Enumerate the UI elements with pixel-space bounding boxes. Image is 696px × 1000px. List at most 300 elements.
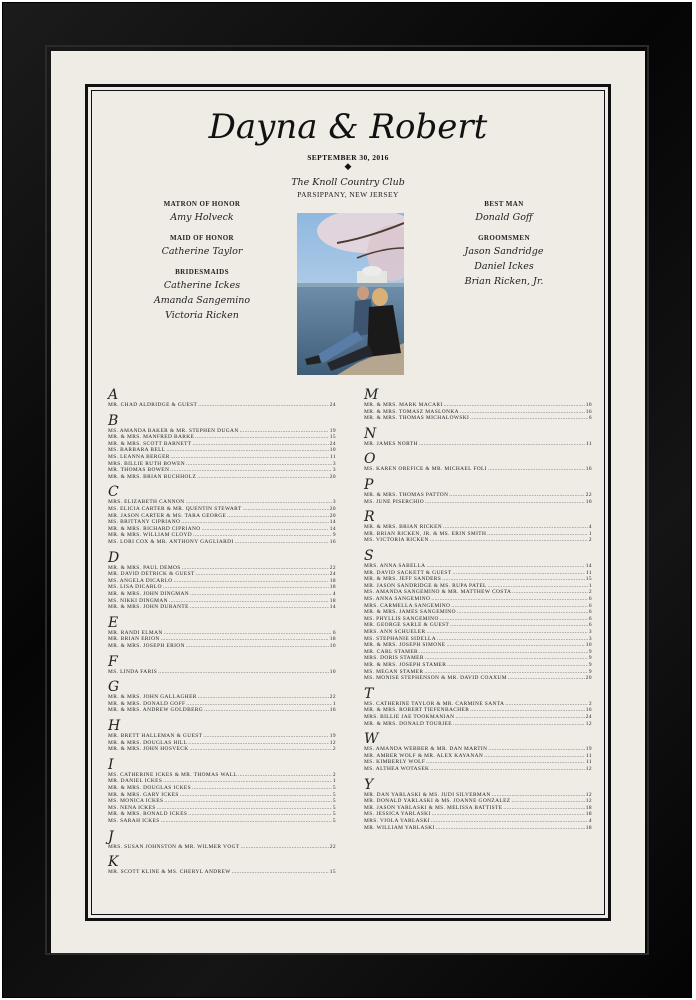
dot-leader (432, 811, 585, 818)
seating-section (364, 388, 592, 422)
guest-name: MR. & MRS. DONALD GOFF (108, 700, 186, 707)
table-number: 2 (332, 771, 336, 778)
table-number: 11 (586, 569, 592, 576)
dot-leader (198, 694, 329, 701)
guest-name: MRS. CARMELLA SANGEMINO (364, 602, 451, 609)
table-number: 3 (332, 460, 336, 467)
dot-leader (505, 701, 588, 708)
section-letter: N (364, 425, 377, 442)
guest-row (108, 539, 336, 546)
guest-row (108, 792, 336, 799)
guest-row (364, 805, 592, 812)
guest-name: MR. & MRS. JEFF SANDERS (364, 576, 442, 583)
table-number: 16 (585, 466, 592, 473)
party-member-name: Brian Ricken, Jr. (464, 276, 544, 287)
guest-name: MR. DAN YARLASKI & MS. JUDI SILVERMAN (364, 791, 491, 798)
seating-section (108, 414, 336, 481)
guest-row (364, 669, 592, 676)
guest-row (108, 565, 336, 572)
table-number: 15 (329, 434, 336, 441)
guest-row (108, 467, 336, 474)
seating-section (364, 427, 592, 448)
dot-leader (443, 524, 588, 531)
table-number: 18 (585, 824, 592, 831)
table-number: 6 (588, 615, 592, 622)
guest-row (364, 675, 592, 682)
seating-section (364, 732, 592, 772)
table-number: 24 (329, 571, 336, 578)
guest-name: MS. KAREN OREFICE & MR. MICHAEL FOLI (364, 466, 487, 473)
guest-name: MS. AMANDA WEBBER & MR. DAN MARTIN (364, 746, 488, 753)
guest-row (108, 428, 336, 435)
guest-row (364, 721, 592, 728)
guest-name: MS. NIKKI DINGMAN (108, 597, 168, 604)
guest-row (364, 603, 592, 610)
table-number: 18 (329, 577, 336, 584)
party-member-name: Donald Goff (475, 212, 533, 223)
guest-name: MS. ANNA SANGEMINO (364, 595, 431, 602)
guest-row (364, 537, 592, 544)
dot-leader (440, 616, 588, 623)
table-number: 1 (588, 582, 592, 589)
dot-leader (430, 537, 588, 544)
guest-row (364, 492, 592, 499)
guest-name: MR. BRIAN ERION (108, 636, 160, 643)
groom-party (419, 191, 589, 289)
party-names (419, 210, 589, 225)
guest-row (364, 636, 592, 643)
guest-row (108, 571, 336, 578)
guest-name: MR. & MRS. ROBERT TIEFENBACHER (364, 707, 470, 714)
table-number: 16 (585, 408, 592, 415)
dot-leader (453, 570, 585, 577)
dot-leader (235, 539, 329, 546)
dot-leader (202, 526, 329, 533)
dot-leader (447, 662, 588, 669)
dot-leader (180, 792, 332, 799)
table-number: 9 (588, 648, 592, 655)
guest-row (364, 563, 592, 570)
guest-row (108, 785, 336, 792)
table-number: 19 (585, 746, 592, 753)
dot-leader (190, 604, 329, 611)
guest-row (108, 740, 336, 747)
guest-name: MS. CATHERINE TAYLOR & MR. CARMINE SANTA (364, 700, 505, 707)
table-number: 9 (588, 661, 592, 668)
guest-row (108, 643, 336, 650)
table-number: 3 (588, 628, 592, 635)
dot-leader (460, 409, 585, 416)
table-number: 4 (332, 590, 336, 597)
section-letter: P (364, 477, 374, 493)
dot-leader (232, 869, 329, 876)
dot-leader (424, 669, 587, 676)
guest-row (108, 772, 336, 779)
dot-leader (197, 474, 329, 481)
party-member-name: Amy Holveck (170, 212, 234, 223)
guest-row (364, 616, 592, 623)
table-number: 10 (585, 498, 592, 505)
dot-leader (511, 798, 584, 805)
dot-leader (190, 746, 332, 753)
dot-leader (241, 844, 329, 851)
guest-name: MR. DAVID DETRICK & GUEST (108, 571, 195, 578)
table-number: 5 (332, 804, 336, 811)
table-number: 9 (588, 655, 592, 662)
table-number: 2 (588, 589, 592, 596)
guest-name: MS. AMANDA BAKER & MR. STEPHEN DUGAN (108, 427, 239, 434)
guest-name: MS. BRITTANY CIPRIANO (108, 519, 181, 526)
table-number: 4 (588, 524, 592, 531)
guest-name: MS. LINDA FARIS (108, 668, 158, 675)
table-number: 2 (588, 700, 592, 707)
guest-row (108, 578, 336, 585)
guest-name: MR. DONALD YARLASKI & MS. JOANNE GONZALEZ (364, 798, 511, 805)
table-number: 11 (586, 440, 592, 447)
dot-leader (470, 707, 585, 714)
table-number: 16 (585, 707, 592, 714)
table-number: 22 (585, 492, 592, 498)
seating-section (108, 719, 336, 753)
guest-name: MRS. VIOLA YARLASKI (364, 817, 430, 824)
section-letter: A (108, 387, 119, 403)
dot-leader (186, 643, 329, 650)
dot-leader (455, 714, 584, 721)
table-number: 18 (329, 584, 336, 591)
dot-leader (181, 519, 328, 526)
table-number: 19 (329, 427, 336, 434)
guest-row (108, 434, 336, 441)
guest-row (364, 629, 592, 636)
dot-leader (426, 629, 587, 636)
dot-leader (425, 655, 588, 662)
table-number: 15 (329, 869, 336, 876)
guest-name: MR. JASON YARLASKI & MS. MELISSA BATTISTE (364, 804, 503, 811)
section-letter: G (108, 679, 120, 696)
dot-leader (426, 563, 584, 570)
dot-leader (470, 415, 588, 422)
seating-section (108, 551, 336, 611)
guest-row (108, 402, 336, 409)
guest-name: MRS. ELIZABETH CANNON (108, 499, 185, 506)
guest-name: MR. & MRS. JOHN DURANTE (108, 604, 189, 611)
table-number: 20 (329, 473, 336, 480)
table-number: 2 (588, 537, 592, 544)
guest-row (108, 461, 336, 468)
table-number: 9 (332, 532, 336, 539)
guest-row (364, 649, 592, 656)
guest-row (364, 662, 592, 669)
table-number: 5 (332, 817, 336, 824)
guest-name: MR. WILLIAM YARLASKI (364, 824, 435, 831)
table-number: 5 (332, 798, 336, 805)
guest-name: MR. & MRS. SCOTT BARNETT (108, 440, 192, 447)
dot-leader (437, 636, 588, 643)
table-number: 9 (588, 668, 592, 675)
guest-row (108, 805, 336, 812)
party-member-name: Catherine Taylor (161, 246, 243, 257)
section-letter: M (364, 387, 379, 403)
dot-leader (164, 630, 332, 637)
table-number: 2 (332, 746, 336, 753)
guest-name: MR. & MRS. RICHARD CIPRIANO (108, 525, 201, 532)
guest-name: MS. JUNE PISERCHIO (364, 498, 425, 505)
guest-name: MS. ANGELA DICARLO (108, 577, 173, 584)
guest-row (108, 499, 336, 506)
guest-name: MR. & MRS. RONALD ICKES (108, 811, 188, 818)
guest-name: MS. PHYLLIS SANGEMINO (364, 615, 439, 622)
guest-row (108, 584, 336, 591)
guest-name: MS. MEGAN STAMER (364, 668, 424, 675)
dot-leader (488, 583, 588, 590)
seating-section (108, 758, 336, 825)
dot-leader (238, 772, 332, 779)
bride-party (117, 191, 287, 323)
party-role: MAID OF HONOR (169, 234, 235, 242)
dot-leader (447, 642, 585, 649)
table-number: 10 (329, 447, 336, 454)
dot-leader (163, 778, 332, 785)
guest-row (364, 746, 592, 753)
table-number: 14 (585, 563, 592, 569)
guest-name: MRS. ANNA SABELLA (364, 563, 426, 569)
dot-leader (508, 675, 585, 682)
guest-name: MR. DANIEL ICKES (108, 778, 163, 785)
seating-section (364, 549, 592, 682)
table-number: 11 (586, 752, 592, 759)
table-number: 5 (332, 811, 336, 818)
table-number: 24 (329, 440, 336, 447)
wedding-date: SEPTEMBER 30, 2016 (307, 153, 389, 162)
guest-name: MRS. DORIS STAMER (364, 655, 424, 662)
table-number: 24 (329, 402, 336, 408)
table-number: 19 (329, 733, 336, 739)
table-number: 10 (329, 668, 336, 675)
guest-name: MR. & MRS. THOMAS PATTON (364, 492, 449, 498)
dot-leader (169, 598, 329, 605)
seating-section (364, 478, 592, 505)
guest-row (364, 792, 592, 799)
section-letter: D (108, 549, 120, 566)
table-number: 20 (329, 505, 336, 512)
section-letter: W (364, 731, 379, 748)
guest-name: MS. NENA ICKES (108, 804, 156, 811)
guest-row (108, 811, 336, 818)
table-number: 20 (585, 675, 592, 682)
dot-leader (243, 506, 329, 513)
party-member-name: Amanda Sangemino (153, 295, 251, 306)
table-number: 4 (588, 817, 592, 824)
guest-row (108, 532, 336, 539)
venue-name: The Knoll Country Club (291, 177, 405, 188)
table-number: 18 (329, 636, 336, 643)
guest-row (108, 591, 336, 598)
guest-name: MRS. SUSAN JOHNSTON & MR. WILMER VOGT (108, 843, 240, 850)
guest-name: MR. & MRS. DONALD TOURJEE (364, 720, 452, 727)
guest-row (364, 798, 592, 805)
section-letter: H (108, 718, 121, 734)
dot-leader (425, 499, 585, 506)
guest-name: MR. JAMES NORTH (364, 440, 418, 447)
guest-name: MR. BRIAN RICKEN, JR. & MS. ERIN SMITH (364, 530, 487, 537)
seating-section (364, 778, 592, 832)
guest-name: MS. KIMBERLY WOLF (364, 759, 426, 766)
table-number: 15 (585, 576, 592, 583)
guest-row (364, 441, 592, 448)
guest-row (364, 655, 592, 662)
couple-photo (297, 213, 404, 375)
guest-row (108, 598, 336, 605)
dot-leader (164, 798, 332, 805)
dot-leader (419, 441, 585, 448)
guest-name: MR. & MRS. TOMASZ MASLONKA (364, 408, 459, 415)
table-number: 3 (588, 635, 592, 642)
dot-leader (444, 402, 585, 409)
table-number: 6 (588, 415, 592, 422)
guest-row (364, 609, 592, 616)
guest-name: MR. GEORGE SARLE & GUEST (364, 622, 450, 629)
guest-name: MRS. ANN SCHUELER (364, 628, 426, 635)
guest-name: MR. SCOTT KLINE & MS. CHERYL ANDREW (108, 869, 231, 876)
party-member-name: Catherine Ickes (163, 280, 241, 291)
guest-row (108, 441, 336, 448)
dot-leader (503, 805, 584, 812)
guest-name: MR. & MRS. JOHN DINGMAN (108, 590, 190, 597)
dot-leader (186, 461, 332, 468)
guest-row (108, 733, 336, 740)
guest-row (108, 506, 336, 513)
guest-name: MS. MONISE STEPHENSON & MR. DAVID COAXUM (364, 675, 507, 682)
dot-leader (203, 733, 328, 740)
guest-row (108, 694, 336, 701)
section-letter: E (108, 614, 119, 631)
table-number: 22 (329, 564, 336, 571)
dot-leader (240, 428, 329, 435)
table-number: 6 (588, 602, 592, 609)
guest-name: MS. LORI COX & MR. ANTHONY GAGLIARDI (108, 538, 234, 545)
guest-row (364, 576, 592, 583)
table-number: 3 (332, 467, 336, 474)
party-role: BRIDESMAIDS (175, 268, 229, 276)
dot-leader (192, 441, 328, 448)
couple-photo-image (297, 213, 404, 375)
dot-leader (204, 707, 329, 714)
seating-section (364, 510, 592, 544)
guest-row (108, 474, 336, 481)
table-number: 22 (329, 843, 336, 850)
guest-name: MR. & MRS. JOSEPH SIMONE (364, 642, 446, 649)
guest-name: MS. ALTHEA WOTASEK (364, 765, 430, 772)
dot-leader (186, 701, 331, 708)
section-letter: I (108, 756, 114, 773)
guest-name: MR. & MRS. DOUGLAS HILL (108, 739, 188, 746)
guest-name: MR. & MRS. WILLIAM CLOYD (108, 532, 193, 539)
guest-name: MR. BRETT HALLEMAN & GUEST (108, 733, 203, 739)
table-number: 1 (588, 530, 592, 537)
dot-leader (449, 492, 584, 499)
guest-name: MR. & MRS. ANDREW GOLDBERG (108, 707, 204, 714)
guest-row (364, 415, 592, 422)
dot-leader (457, 609, 588, 616)
guest-name: MR. JASON SANDRIDGE & MS. RUPA PATEL (364, 582, 487, 589)
table-number: 14 (329, 519, 336, 526)
dot-leader (450, 622, 588, 629)
guest-row (108, 746, 336, 753)
seating-section (108, 655, 336, 676)
guest-name: MR. CARL STAMER (364, 648, 419, 655)
guest-name: MR. & MRS. GARY ICKES (108, 791, 179, 798)
table-number: 3 (332, 499, 336, 506)
table-number: 10 (585, 402, 592, 408)
guest-row (108, 526, 336, 533)
guest-name: MR. & MRS. BRIAN BUCHHOLZ (108, 473, 197, 480)
guest-row (364, 499, 592, 506)
guest-row (108, 818, 336, 825)
guest-row (108, 798, 336, 805)
table-number: 20 (329, 512, 336, 519)
seating-section (108, 830, 336, 851)
diamond-divider-icon: ◆ (344, 162, 352, 172)
dot-leader (426, 759, 585, 766)
dot-leader (430, 766, 584, 773)
section-letter: T (364, 685, 374, 702)
table-number: 18 (585, 811, 592, 818)
guest-name: MRS. BILLIE JAE TOOKMANIAN (364, 713, 455, 720)
guest-name: MR. AMBER WOLF & MR. ALEX KAYANAN (364, 752, 484, 759)
dot-leader (442, 576, 585, 583)
table-number: 16 (329, 707, 336, 714)
guest-name: MR. DAVID SACKETT & GUEST (364, 569, 452, 576)
party-role: MATRON OF HONOR (163, 200, 241, 208)
guest-name: MS. JESSICA YARLASKI (364, 811, 431, 818)
guest-name: MS. SARAH ICKES (108, 817, 160, 824)
table-number: 10 (329, 642, 336, 649)
dot-leader (512, 589, 588, 596)
dot-leader (453, 721, 585, 728)
dot-leader (488, 746, 584, 753)
dot-leader (166, 447, 328, 454)
guest-row (364, 811, 592, 818)
dot-leader (170, 467, 332, 474)
dot-leader (157, 805, 332, 812)
dot-leader (174, 578, 329, 585)
table-number: 11 (330, 453, 336, 460)
dot-leader (188, 811, 332, 818)
table-number: 5 (332, 784, 336, 791)
dot-leader (190, 591, 332, 598)
dot-leader (193, 532, 332, 539)
party-member-name: Jason Sandridge (464, 246, 544, 257)
guest-name: MR. JASON CARTER & MS. TARA GEORGE (108, 512, 227, 519)
guest-row (108, 844, 336, 851)
table-number: 1 (332, 700, 336, 707)
guest-name: MS. AMANDA SANGEMINO & MR. MATTHEW COSTA (364, 589, 512, 596)
seating-section (108, 616, 336, 650)
picture-frame (2, 2, 692, 998)
party-names (117, 210, 287, 225)
guest-row (108, 604, 336, 611)
section-letter: R (364, 509, 375, 526)
guest-row (364, 825, 592, 832)
table-number: 6 (332, 629, 336, 636)
guest-name: MS. VICTORIA RICKEN (364, 537, 429, 544)
guest-row (364, 589, 592, 596)
guest-row (364, 753, 592, 760)
section-letter: F (108, 653, 118, 670)
dot-leader (195, 434, 329, 441)
guest-name: MR. & MRS. JOSEPH ERION (108, 642, 185, 649)
seating-section (108, 485, 336, 545)
